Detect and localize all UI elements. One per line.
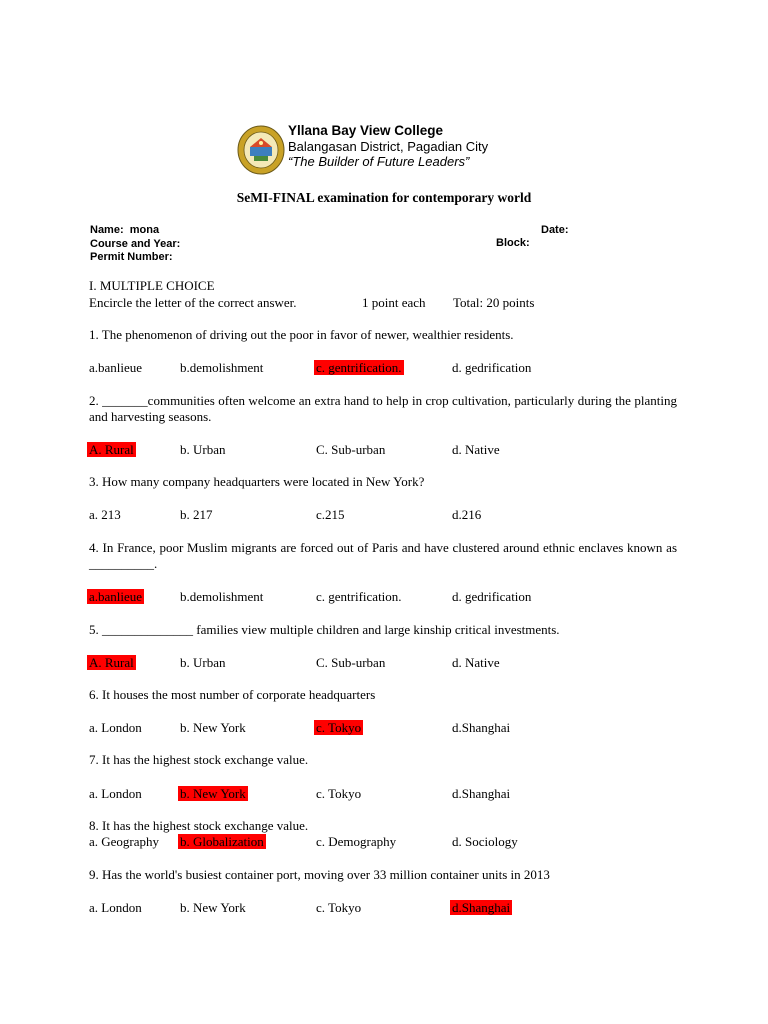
selected-answer-highlight: d.Shanghai bbox=[452, 900, 511, 915]
question-5-choice-a[interactable] bbox=[89, 655, 136, 671]
question-2-choice-b[interactable] bbox=[180, 442, 226, 458]
question-1-choice-c[interactable] bbox=[316, 360, 404, 376]
college-header bbox=[288, 123, 488, 170]
question-1-choice-b[interactable] bbox=[180, 360, 263, 376]
block-label: Block: bbox=[496, 237, 530, 249]
choice-label: a. London bbox=[89, 720, 142, 735]
question-6-choice-a[interactable] bbox=[89, 720, 142, 736]
choice-label: C. Sub-urban bbox=[316, 655, 386, 670]
question-1-choice-d[interactable] bbox=[452, 360, 531, 376]
question-2-choice-a[interactable] bbox=[89, 442, 136, 458]
choice-label: a. 213 bbox=[89, 507, 121, 522]
selected-answer-highlight: c. Tokyo bbox=[316, 720, 362, 735]
question-4-text: 4. In France, poor Muslim migrants are forced out of Paris and have clustered around ethnic enclaves known as __________. bbox=[89, 540, 677, 571]
choice-label: d. gedrification bbox=[452, 360, 532, 375]
permit-label: Permit Number: bbox=[90, 251, 173, 263]
choice-label: a. London bbox=[89, 786, 142, 801]
question-3-text: 3. How many company headquarters were located in New York? bbox=[89, 474, 425, 489]
question-6-text: 6. It houses the most number of corporate headquarters bbox=[89, 687, 376, 702]
selected-answer-highlight: b. Globalization bbox=[180, 834, 264, 849]
question-7-text: 7. It has the highest stock exchange value. bbox=[89, 752, 309, 767]
question-6-choice-b[interactable] bbox=[180, 720, 246, 736]
question-7-choice-d[interactable] bbox=[452, 786, 510, 802]
choice-label: a.banlieue bbox=[89, 360, 143, 375]
choice-label: b.demolishment bbox=[180, 360, 264, 375]
choice-label: b. Urban bbox=[180, 655, 226, 670]
college-name: Yllana Bay View College bbox=[288, 123, 444, 138]
selected-answer-highlight: c. gentrification. bbox=[316, 360, 402, 375]
question-2-choice-d[interactable] bbox=[452, 442, 500, 458]
selected-answer-highlight: a.banlieue bbox=[89, 589, 143, 604]
selected-answer-highlight: A. Rural bbox=[89, 655, 134, 670]
choice-label: d. Sociology bbox=[452, 834, 518, 849]
question-8-choice-a[interactable] bbox=[89, 834, 159, 850]
question-7-choice-b[interactable] bbox=[180, 786, 248, 802]
choice-label: b. Urban bbox=[180, 442, 226, 457]
question-5-choice-d[interactable] bbox=[452, 655, 500, 671]
choice-label: a. Geography bbox=[89, 834, 160, 849]
question-9-choice-b[interactable] bbox=[180, 900, 246, 916]
choice-label: C. Sub-urban bbox=[316, 442, 386, 457]
choice-label: c. Tokyo bbox=[316, 900, 362, 915]
question-1-text: 1. The phenomenon of driving out the poor in favor of newer, wealthier residents. bbox=[89, 327, 514, 342]
question-9-text: 9. Has the world's busiest container port, moving over 33 million container units in 2013 bbox=[89, 867, 550, 882]
question-9-choice-c[interactable] bbox=[316, 900, 361, 916]
question-4-choice-c[interactable] bbox=[316, 589, 402, 605]
question-6-choice-d[interactable] bbox=[452, 720, 510, 736]
choice-label: d.Shanghai bbox=[452, 786, 511, 801]
question-7-choice-c[interactable] bbox=[316, 786, 361, 802]
instruction-text: Encircle the letter of the correct answer. bbox=[89, 295, 297, 310]
question-8-text: 8. It has the highest stock exchange value. bbox=[89, 818, 309, 833]
exam-title: SeMI-FINAL examination for contemporary world bbox=[236, 190, 532, 205]
question-7-choice-a[interactable] bbox=[89, 786, 142, 802]
question-6-choice-c[interactable] bbox=[316, 720, 363, 736]
question-9-choice-a[interactable] bbox=[89, 900, 142, 916]
question-3-choice-d[interactable] bbox=[452, 507, 481, 523]
choice-label: c. Demography bbox=[316, 834, 397, 849]
question-3-choice-c[interactable] bbox=[316, 507, 345, 523]
name-label: Name: bbox=[90, 224, 124, 236]
question-8-choice-d[interactable] bbox=[452, 834, 518, 850]
name-value: mona bbox=[129, 224, 160, 236]
choice-label: a. London bbox=[89, 900, 142, 915]
choice-label: c.215 bbox=[316, 507, 345, 522]
choice-label: d.216 bbox=[452, 507, 482, 522]
choice-label: b.demolishment bbox=[180, 589, 264, 604]
selected-answer-highlight: b. New York bbox=[180, 786, 246, 801]
question-4-choice-a[interactable] bbox=[89, 589, 144, 605]
date-label: Date: bbox=[541, 224, 569, 236]
choice-label: c. Tokyo bbox=[316, 786, 362, 801]
choice-label: d. Native bbox=[452, 655, 500, 670]
choice-label: b. New York bbox=[180, 900, 246, 915]
question-3-choice-a[interactable] bbox=[89, 507, 121, 523]
course-label: Course and Year: bbox=[90, 237, 181, 250]
choice-label: b. New York bbox=[180, 720, 246, 735]
choice-label: b. 217 bbox=[180, 507, 213, 522]
college-motto: “The Builder of Future Leaders” bbox=[288, 154, 470, 169]
question-8-choice-b[interactable] bbox=[180, 834, 266, 850]
question-5-text: 5. ______________ families view multiple children and large kinship critical investments. bbox=[89, 622, 560, 637]
selected-answer-highlight: A. Rural bbox=[89, 442, 134, 457]
college-address: Balangasan District, Pagadian City bbox=[288, 138, 489, 154]
question-3-choice-b[interactable] bbox=[180, 507, 213, 523]
points-each-text: 1 point each bbox=[362, 295, 426, 310]
section-title: I. MULTIPLE CHOICE bbox=[89, 278, 215, 293]
question-5-choice-c[interactable] bbox=[316, 655, 385, 671]
question-5-choice-b[interactable] bbox=[180, 655, 226, 671]
question-4-choice-b[interactable] bbox=[180, 589, 263, 605]
student-info bbox=[90, 224, 180, 265]
question-9-choice-d[interactable] bbox=[452, 900, 512, 916]
college-seal-logo bbox=[237, 125, 285, 175]
question-8-choice-c[interactable] bbox=[316, 834, 396, 850]
choice-label: d. Native bbox=[452, 442, 500, 457]
question-2-choice-c[interactable] bbox=[316, 442, 385, 458]
question-4-choice-d[interactable] bbox=[452, 589, 531, 605]
choice-label: d.Shanghai bbox=[452, 720, 511, 735]
choice-label: c. gentrification. bbox=[316, 589, 402, 604]
choice-label: d. gedrification bbox=[452, 589, 532, 604]
question-1-choice-a[interactable] bbox=[89, 360, 142, 376]
total-points-text: Total: 20 points bbox=[453, 295, 535, 310]
question-2-text: 2. _______communities often welcome an extra hand to help in crop cultivation, particularly during the planting and harvesting seasons. bbox=[89, 393, 677, 424]
